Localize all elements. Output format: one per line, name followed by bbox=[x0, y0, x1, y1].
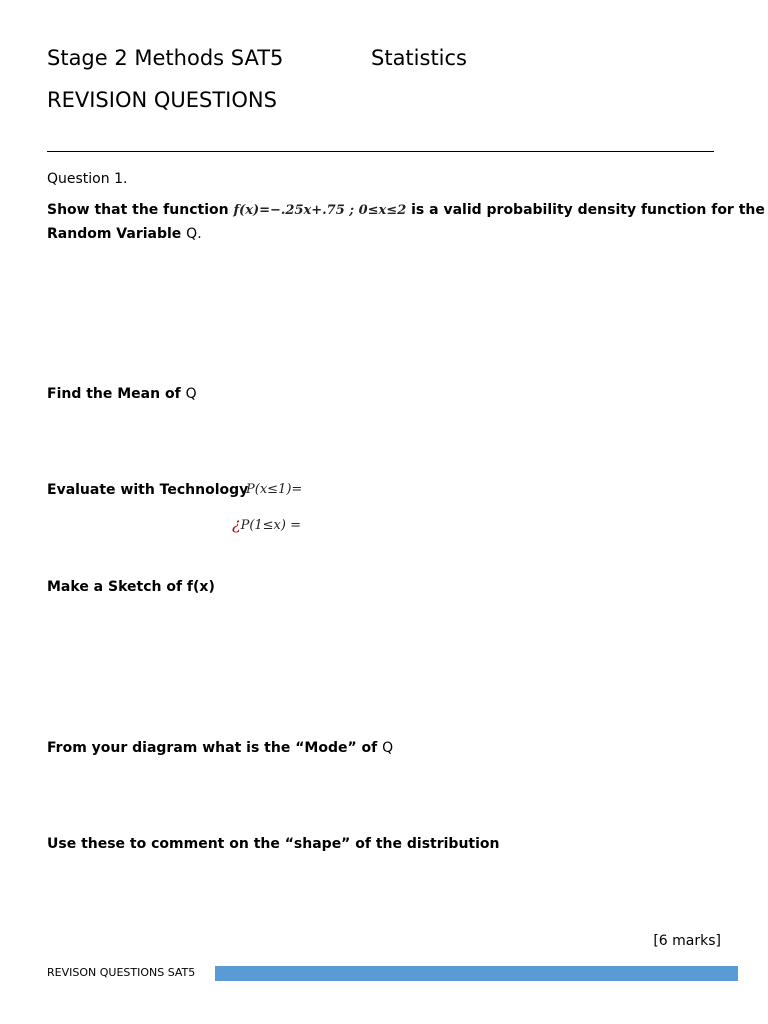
statement-prefix: Show that the function bbox=[47, 202, 234, 218]
shape-question: Use these to comment on the “shape” of the distribution bbox=[47, 836, 500, 852]
statement-suffix: is a valid probability density function for the bbox=[406, 202, 765, 218]
statement-line2-prefix: Random Variable bbox=[47, 226, 187, 242]
evaluate-expression-2-text: P(1≤x) = bbox=[240, 518, 301, 533]
header-divider bbox=[47, 151, 714, 152]
question-1-statement bbox=[47, 202, 765, 218]
document-title: Stage 2 Methods SAT5 bbox=[47, 46, 284, 70]
mean-question bbox=[47, 386, 197, 402]
footer-bar bbox=[215, 966, 738, 981]
mean-variable: Q bbox=[185, 386, 197, 402]
random-variable: Q bbox=[186, 226, 198, 242]
statement-line2-suffix: . bbox=[197, 226, 202, 242]
mode-question bbox=[47, 740, 393, 756]
mode-variable: Q bbox=[382, 740, 394, 756]
evaluate-expression-2 bbox=[232, 514, 301, 533]
document-subject: Statistics bbox=[371, 46, 467, 70]
mean-question-text: Find the Mean of bbox=[47, 386, 186, 402]
document-subtitle: REVISION QUESTIONS bbox=[47, 88, 277, 112]
evaluate-expression-1: P(x≤1)= bbox=[246, 482, 303, 497]
render-error-marker: ¿ bbox=[232, 514, 241, 533]
evaluate-label: Evaluate with Technology bbox=[47, 482, 249, 498]
marks-allocation: [6 marks] bbox=[653, 933, 721, 949]
function-expression: f(x)=−.25x+.75 ; 0≤x≤2 bbox=[233, 203, 407, 218]
sketch-question: Make a Sketch of f(x) bbox=[47, 579, 215, 595]
question-1-statement-line2 bbox=[47, 226, 202, 242]
footer-text: REVISON QUESTIONS SAT5 bbox=[47, 966, 196, 979]
mode-question-text: From your diagram what is the “Mode” of bbox=[47, 740, 383, 756]
question-1-label: Question 1. bbox=[47, 171, 128, 187]
